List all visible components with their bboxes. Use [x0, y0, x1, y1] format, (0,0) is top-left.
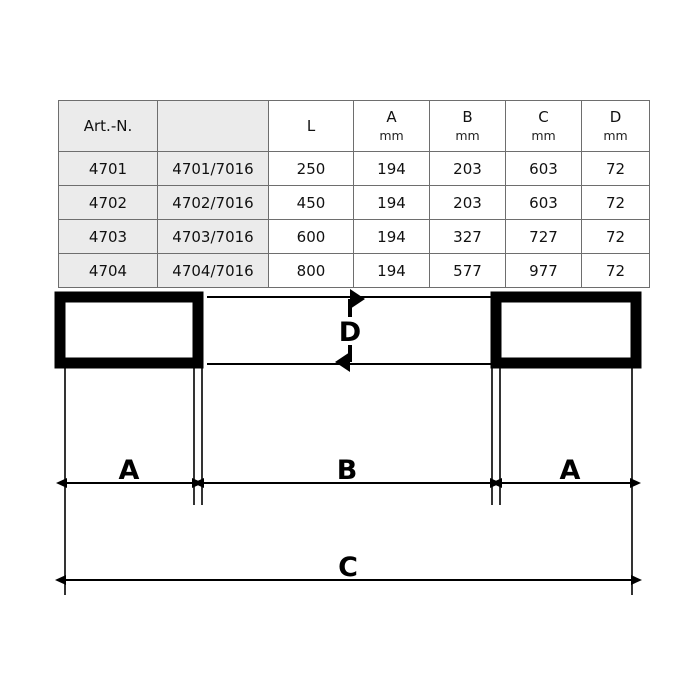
cell-a: 194 [354, 254, 430, 288]
cell-a: 194 [354, 220, 430, 254]
header-b [430, 101, 506, 152]
dimension-label-a-left: A [118, 455, 140, 486]
cell-art1: 4701 [59, 152, 158, 186]
header-a [354, 101, 430, 152]
specification-table [58, 100, 650, 288]
header-b-symbol: B [462, 108, 473, 127]
dimension-label-b: B [336, 455, 358, 486]
dimension-a-left [67, 455, 192, 486]
header-a-symbol: A [386, 108, 397, 127]
header-l-symbol: L [306, 116, 316, 135]
cell-b: 577 [430, 254, 506, 288]
cell-art1: 4702 [59, 186, 158, 220]
cell-a: 194 [354, 186, 430, 220]
header-d-symbol: D [609, 108, 622, 127]
right-bracket-profile [496, 297, 636, 363]
cell-b: 203 [430, 186, 506, 220]
cell-art2: 4702/7016 [158, 186, 269, 220]
header-d-unit: mm [603, 127, 628, 143]
table-row [59, 186, 650, 220]
cell-art2: 4701/7016 [158, 152, 269, 186]
header-a-unit: mm [379, 127, 404, 143]
header-c-unit: mm [531, 127, 556, 143]
cell-c: 977 [506, 254, 582, 288]
dimension-b [204, 455, 490, 486]
cell-art2: 4703/7016 [158, 220, 269, 254]
header-art-no-variant [158, 101, 269, 152]
header-c-symbol: C [538, 108, 549, 127]
table-header [59, 101, 650, 152]
header-b-unit: mm [455, 127, 480, 143]
left-bracket-profile [60, 297, 198, 363]
cell-d: 72 [582, 186, 650, 220]
cell-l: 600 [269, 220, 354, 254]
cell-art1: 4703 [59, 220, 158, 254]
cell-a: 194 [354, 152, 430, 186]
dimension-label-d: D [338, 317, 362, 348]
cell-l: 800 [269, 254, 354, 288]
cell-d: 72 [582, 220, 650, 254]
cell-b: 327 [430, 220, 506, 254]
table-row [59, 152, 650, 186]
dimension-d [339, 299, 361, 362]
dimension-label-a-right: A [559, 455, 581, 486]
header-art-no [59, 101, 158, 152]
dimension-label-c: C [338, 552, 358, 583]
header-d [582, 101, 650, 152]
header-l [269, 101, 354, 152]
table-body [59, 152, 650, 288]
cell-b: 203 [430, 152, 506, 186]
table-row [59, 220, 650, 254]
table-header-row [59, 101, 650, 152]
header-c [506, 101, 582, 152]
header-art-no-label: Art.-N. [83, 117, 133, 135]
dimension-drawing [0, 275, 700, 635]
cell-d: 72 [582, 254, 650, 288]
cell-l: 450 [269, 186, 354, 220]
cell-c: 727 [506, 220, 582, 254]
cell-d: 72 [582, 152, 650, 186]
cell-c: 603 [506, 152, 582, 186]
dimension-a-right [502, 455, 630, 486]
cell-l: 250 [269, 152, 354, 186]
cell-art2: 4704/7016 [158, 254, 269, 288]
dimension-c [66, 552, 631, 583]
cell-art1: 4704 [59, 254, 158, 288]
cell-c: 603 [506, 186, 582, 220]
